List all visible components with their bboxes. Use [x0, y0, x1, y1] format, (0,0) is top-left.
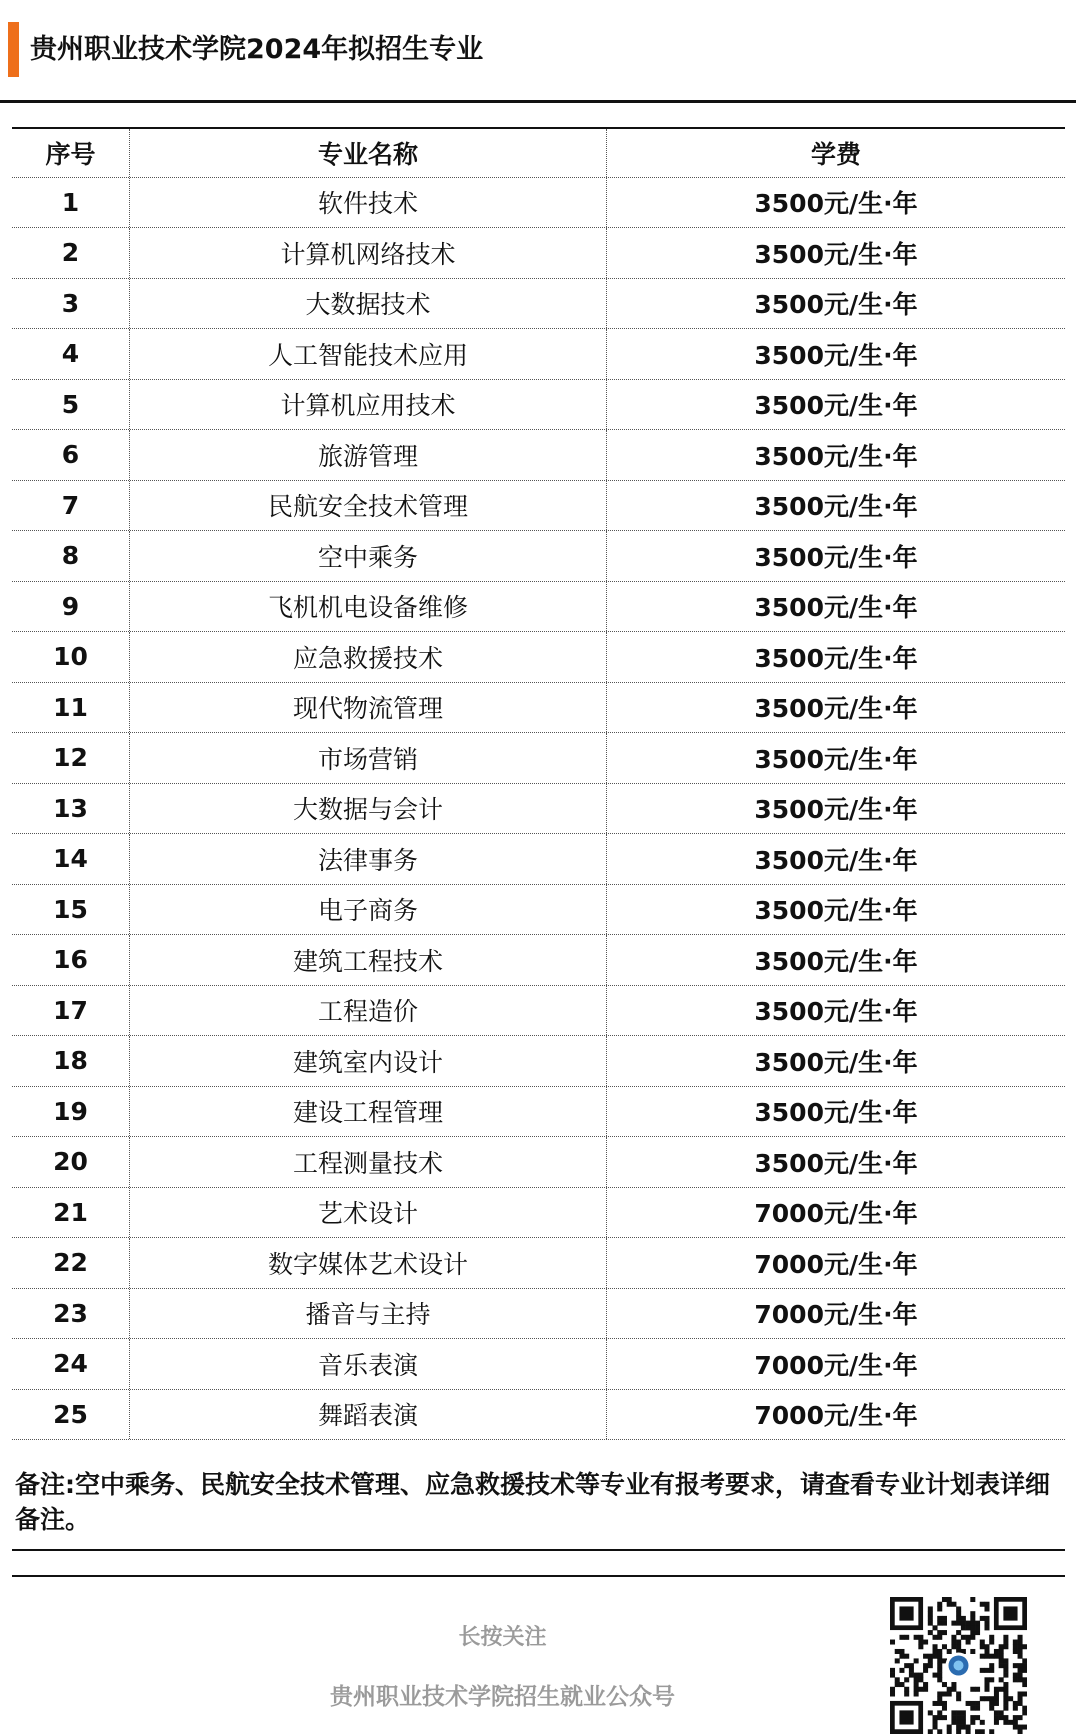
- title-accent-bar: [8, 22, 19, 77]
- title-divider: [0, 100, 1076, 103]
- table-body: [12, 178, 1065, 1441]
- row-index: 23: [12, 1289, 130, 1339]
- table-row: [12, 1137, 1065, 1188]
- row-major: 计算机应用技术: [130, 380, 607, 430]
- row-major: 建筑工程技术: [130, 935, 607, 985]
- row-index: 12: [12, 733, 130, 783]
- row-index: 14: [12, 834, 130, 884]
- row-fee: 3500元/生·年: [754, 643, 918, 673]
- row-major: 音乐表演: [130, 1339, 607, 1389]
- table-row: [12, 329, 1065, 380]
- table-row: [12, 279, 1065, 330]
- table-row: [12, 683, 1065, 734]
- row-major: 建设工程管理: [130, 1087, 607, 1137]
- table-row: [12, 935, 1065, 986]
- row-fee: 3500元/生·年: [754, 845, 918, 875]
- row-index: 4: [12, 329, 130, 379]
- table-row: [12, 1390, 1065, 1441]
- table-row: [12, 531, 1065, 582]
- row-major: 电子商务: [130, 885, 607, 935]
- table-row: [12, 481, 1065, 532]
- row-fee: 3500元/生·年: [754, 694, 918, 724]
- table-row: [12, 380, 1065, 431]
- row-major: 市场营销: [130, 733, 607, 783]
- table-row: [12, 1188, 1065, 1239]
- row-fee: 7000元/生·年: [754, 1199, 918, 1229]
- row-major: 空中乘务: [130, 531, 607, 581]
- row-major: 艺术设计: [130, 1188, 607, 1238]
- table-row: [12, 1036, 1065, 1087]
- row-major: 大数据与会计: [130, 784, 607, 834]
- footer-divider: [12, 1575, 1065, 1577]
- header-index: 序号: [12, 129, 130, 177]
- table-row: [12, 178, 1065, 229]
- table-row: [12, 784, 1065, 835]
- row-major: 旅游管理: [130, 430, 607, 480]
- row-fee: 3500元/生·年: [754, 1047, 918, 1077]
- page-title: 贵州职业技术学院2024年拟招生专业: [30, 34, 484, 65]
- row-fee: 3500元/生·年: [754, 239, 918, 269]
- table-row: [12, 733, 1065, 784]
- row-major: 人工智能技术应用: [130, 329, 607, 379]
- qr-code-icon[interactable]: [890, 1597, 1027, 1734]
- row-major: 计算机网络技术: [130, 228, 607, 278]
- account-name: 贵州职业技术学院招生就业公众号: [330, 1684, 675, 1710]
- row-fee: 7000元/生·年: [754, 1350, 918, 1380]
- row-index: 15: [12, 885, 130, 935]
- row-major: 法律事务: [130, 834, 607, 884]
- table-row: [12, 986, 1065, 1037]
- row-fee: 3500元/生·年: [754, 946, 918, 976]
- table-row: [12, 228, 1065, 279]
- row-index: 9: [12, 582, 130, 632]
- row-fee: 3500元/生·年: [754, 189, 918, 219]
- row-fee: 7000元/生·年: [754, 1401, 918, 1431]
- row-major: 工程造价: [130, 986, 607, 1036]
- row-fee: 7000元/生·年: [754, 1249, 918, 1279]
- row-index: 20: [12, 1137, 130, 1187]
- row-major: 建筑室内设计: [130, 1036, 607, 1086]
- row-index: 6: [12, 430, 130, 480]
- row-index: 7: [12, 481, 130, 531]
- table-header-row: [12, 127, 1065, 178]
- row-index: 13: [12, 784, 130, 834]
- note-text: 备注:空中乘务、民航安全技术管理、应急救援技术等专业有报考要求，请查看专业计划表详细备注。: [15, 1470, 1051, 1534]
- table-row: [12, 885, 1065, 936]
- table-row: [12, 430, 1065, 481]
- row-index: 17: [12, 986, 130, 1036]
- row-major: 舞蹈表演: [130, 1390, 607, 1440]
- row-fee: 3500元/生·年: [754, 997, 918, 1027]
- table-row: [12, 1339, 1065, 1390]
- row-major: 数字媒体艺术设计: [130, 1238, 607, 1288]
- row-fee: 3500元/生·年: [754, 340, 918, 370]
- row-index: 8: [12, 531, 130, 581]
- row-fee: 3500元/生·年: [754, 896, 918, 926]
- row-index: 24: [12, 1339, 130, 1389]
- header-fee: 学费: [810, 139, 861, 169]
- note-divider: [12, 1549, 1065, 1551]
- row-fee: 7000元/生·年: [754, 1300, 918, 1330]
- table-row: [12, 1289, 1065, 1340]
- row-index: 11: [12, 683, 130, 733]
- majors-table: [12, 127, 1065, 1440]
- row-major: 软件技术: [130, 178, 607, 228]
- row-major: 民航安全技术管理: [130, 481, 607, 531]
- row-major: 大数据技术: [130, 279, 607, 329]
- row-major: 工程测量技术: [130, 1137, 607, 1187]
- row-fee: 3500元/生·年: [754, 795, 918, 825]
- row-fee: 3500元/生·年: [754, 542, 918, 572]
- row-index: 22: [12, 1238, 130, 1288]
- row-fee: 3500元/生·年: [754, 441, 918, 471]
- follow-prompt: 长按关注: [458, 1625, 547, 1650]
- table-row: [12, 582, 1065, 633]
- table-row: [12, 834, 1065, 885]
- row-fee: 3500元/生·年: [754, 492, 918, 522]
- table-row: [12, 1087, 1065, 1138]
- row-major: 飞机机电设备维修: [130, 582, 607, 632]
- row-index: 1: [12, 178, 130, 228]
- row-fee: 3500元/生·年: [754, 1098, 918, 1128]
- row-fee: 3500元/生·年: [754, 290, 918, 320]
- row-index: 2: [12, 228, 130, 278]
- row-index: 3: [12, 279, 130, 329]
- row-index: 5: [12, 380, 130, 430]
- row-major: 播音与主持: [130, 1289, 607, 1339]
- row-index: 21: [12, 1188, 130, 1238]
- table-row: [12, 1238, 1065, 1289]
- header-major: 专业名称: [130, 129, 607, 177]
- row-fee: 3500元/生·年: [754, 1148, 918, 1178]
- row-fee: 3500元/生·年: [754, 391, 918, 421]
- row-fee: 3500元/生·年: [754, 593, 918, 623]
- row-fee: 3500元/生·年: [754, 744, 918, 774]
- row-index: 19: [12, 1087, 130, 1137]
- row-major: 应急救援技术: [130, 632, 607, 682]
- row-index: 16: [12, 935, 130, 985]
- row-index: 25: [12, 1390, 130, 1440]
- row-index: 10: [12, 632, 130, 682]
- row-index: 18: [12, 1036, 130, 1086]
- row-major: 现代物流管理: [130, 683, 607, 733]
- table-row: [12, 632, 1065, 683]
